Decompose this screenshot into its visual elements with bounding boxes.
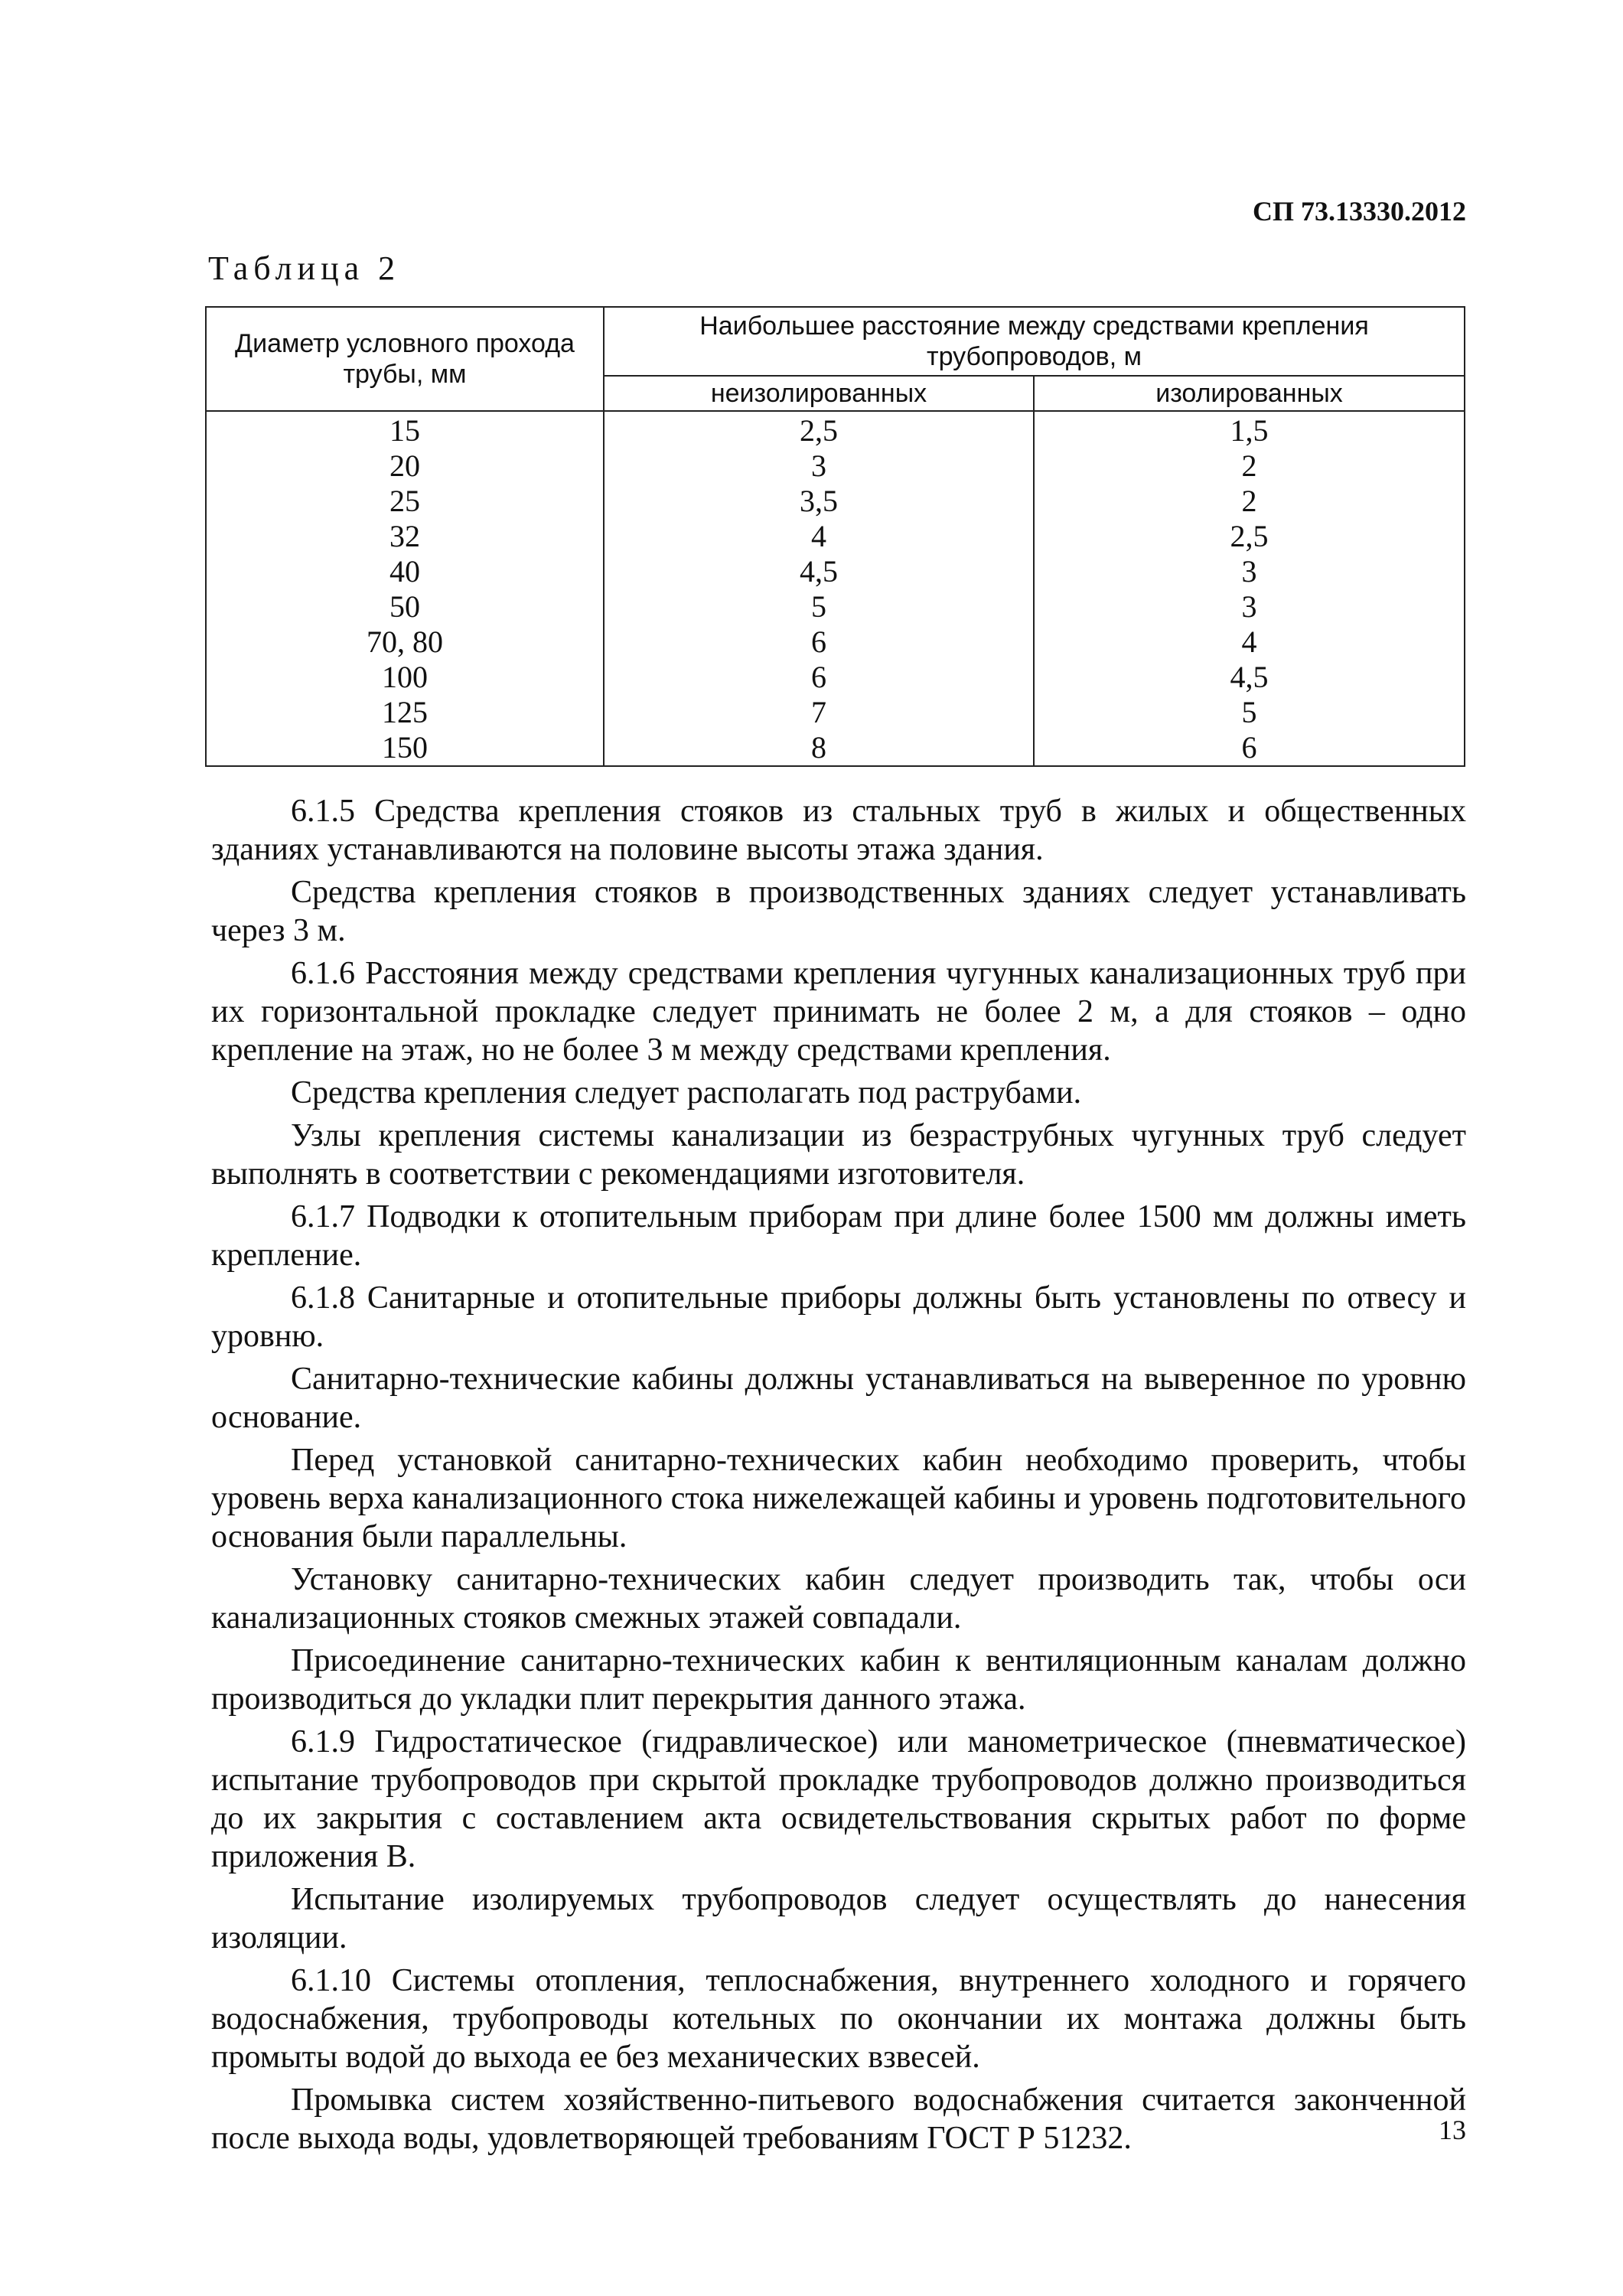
cell-insulated: 4,5 <box>1034 660 1465 695</box>
header-uninsulated: неизолированных <box>604 376 1034 411</box>
pipe-fastening-table <box>205 306 1465 767</box>
paragraph: 6.1.8 Санитарные и отопительные приборы должны быть установлены по отвесу и уровню. <box>211 1280 1466 1354</box>
paragraph: 6.1.6 Расстояния между средствами крепления чугунных канализационных труб при их горизонтальной прокладке следует принимать не более 2 м, а для стояков – одно крепление на этаж, но не более 3 м между средствами крепления. <box>211 956 1466 1068</box>
cell-uninsulated: 6 <box>604 660 1034 695</box>
paragraph: Перед установкой санитарно-технических кабин необходимо проверить, чтобы уровень верха канализационного стока нижележащей кабины и уровень подготовительного основания были параллельны. <box>211 1443 1466 1554</box>
table-row <box>206 519 1465 554</box>
paragraph: Санитарно-технические кабины должны устанавливаться на выверенное по уровню основание. <box>211 1362 1466 1435</box>
table-row <box>206 660 1465 695</box>
cell-diameter: 100 <box>206 660 604 695</box>
table-row <box>206 484 1465 519</box>
paragraph: 6.1.9 Гидростатическое (гидравлическое) или манометрическое (пневматическое) испытание трубопроводов при скрытой прокладке трубопроводов должно производиться до их закрытия с составлением акта освидетельствования скрытых работ по форме приложения В. <box>211 1724 1466 1874</box>
header-max-distance: Наибольшее расстояние между средствами крепления трубопроводов, м <box>604 307 1465 376</box>
cell-uninsulated: 5 <box>604 589 1034 625</box>
table-row <box>206 625 1465 660</box>
header-diameter: Диаметр условного прохода трубы, мм <box>206 307 604 411</box>
cell-uninsulated: 8 <box>604 730 1034 766</box>
page-number: 13 <box>1439 2115 1466 2145</box>
paragraph: Установку санитарно-технических кабин следует производить так, чтобы оси канализационных стояков смежных этажей совпадали. <box>211 1562 1466 1636</box>
table-body <box>206 411 1465 766</box>
table-row <box>206 730 1465 766</box>
cell-uninsulated: 6 <box>604 625 1034 660</box>
cell-diameter: 150 <box>206 730 604 766</box>
table-row <box>206 589 1465 625</box>
table-header <box>206 307 1465 411</box>
paragraph: Испытание изолируемых трубопроводов следует осуществлять до нанесения изоляции. <box>211 1882 1466 1955</box>
table-row <box>206 554 1465 589</box>
cell-insulated: 3 <box>1034 554 1465 589</box>
cell-insulated: 4 <box>1034 625 1465 660</box>
cell-diameter: 50 <box>206 589 604 625</box>
cell-insulated: 6 <box>1034 730 1465 766</box>
document-code: СП 73.13330.2012 <box>1253 196 1466 227</box>
cell-uninsulated: 3,5 <box>604 484 1034 519</box>
cell-diameter: 40 <box>206 554 604 589</box>
cell-insulated: 2 <box>1034 484 1465 519</box>
paragraph: 6.1.7 Подводки к отопительным приборам при длине более 1500 мм должны иметь крепление. <box>211 1199 1466 1273</box>
paragraph: Промывка систем хозяйственно-питьевого водоснабжения считается законченной после выхода воды, удовлетворяющей требованиям ГОСТ Р 51232. <box>211 2082 1466 2156</box>
paragraph: Присоединение санитарно-технических кабин к вентиляционным каналам должно производиться до укладки плит перекрытия данного этажа. <box>211 1643 1466 1717</box>
cell-diameter: 70, 80 <box>206 625 604 660</box>
paragraph: Средства крепления следует располагать под раструбами. <box>291 1075 1082 1110</box>
paragraph: 6.1.5 Средства крепления стояков из стальных труб в жилых и общественных зданиях устанавливаются на половине высоты этажа здания. <box>211 794 1466 867</box>
cell-uninsulated: 4,5 <box>604 554 1034 589</box>
cell-diameter: 125 <box>206 695 604 730</box>
header-insulated: изолированных <box>1034 376 1465 411</box>
paragraph: Средства крепления стояков в производственных зданиях следует устанавливать через 3 м. <box>211 875 1466 948</box>
cell-diameter: 20 <box>206 448 604 484</box>
table-row <box>206 695 1465 730</box>
cell-insulated: 1,5 <box>1034 411 1465 448</box>
cell-diameter: 32 <box>206 519 604 554</box>
cell-insulated: 2,5 <box>1034 519 1465 554</box>
table-title: Таблица 2 <box>208 249 401 287</box>
cell-diameter: 15 <box>206 411 604 448</box>
cell-uninsulated: 7 <box>604 695 1034 730</box>
table-row <box>206 411 1465 448</box>
cell-insulated: 2 <box>1034 448 1465 484</box>
table-row <box>206 448 1465 484</box>
cell-diameter: 25 <box>206 484 604 519</box>
body-text <box>211 792 1466 2162</box>
paragraph: Узлы крепления системы канализации из безраструбных чугунных труб следует выполнять в соответствии с рекомендациями изготовителя. <box>211 1118 1466 1192</box>
cell-uninsulated: 2,5 <box>604 411 1034 448</box>
cell-insulated: 5 <box>1034 695 1465 730</box>
cell-insulated: 3 <box>1034 589 1465 625</box>
cell-uninsulated: 4 <box>604 519 1034 554</box>
paragraph: 6.1.10 Системы отопления, теплоснабжения, внутреннего холодного и горячего водоснабжения, трубопроводы котельных по окончании их монтажа должны быть промыты водой до выхода ее без механических взвесей. <box>211 1963 1466 2075</box>
cell-uninsulated: 3 <box>604 448 1034 484</box>
